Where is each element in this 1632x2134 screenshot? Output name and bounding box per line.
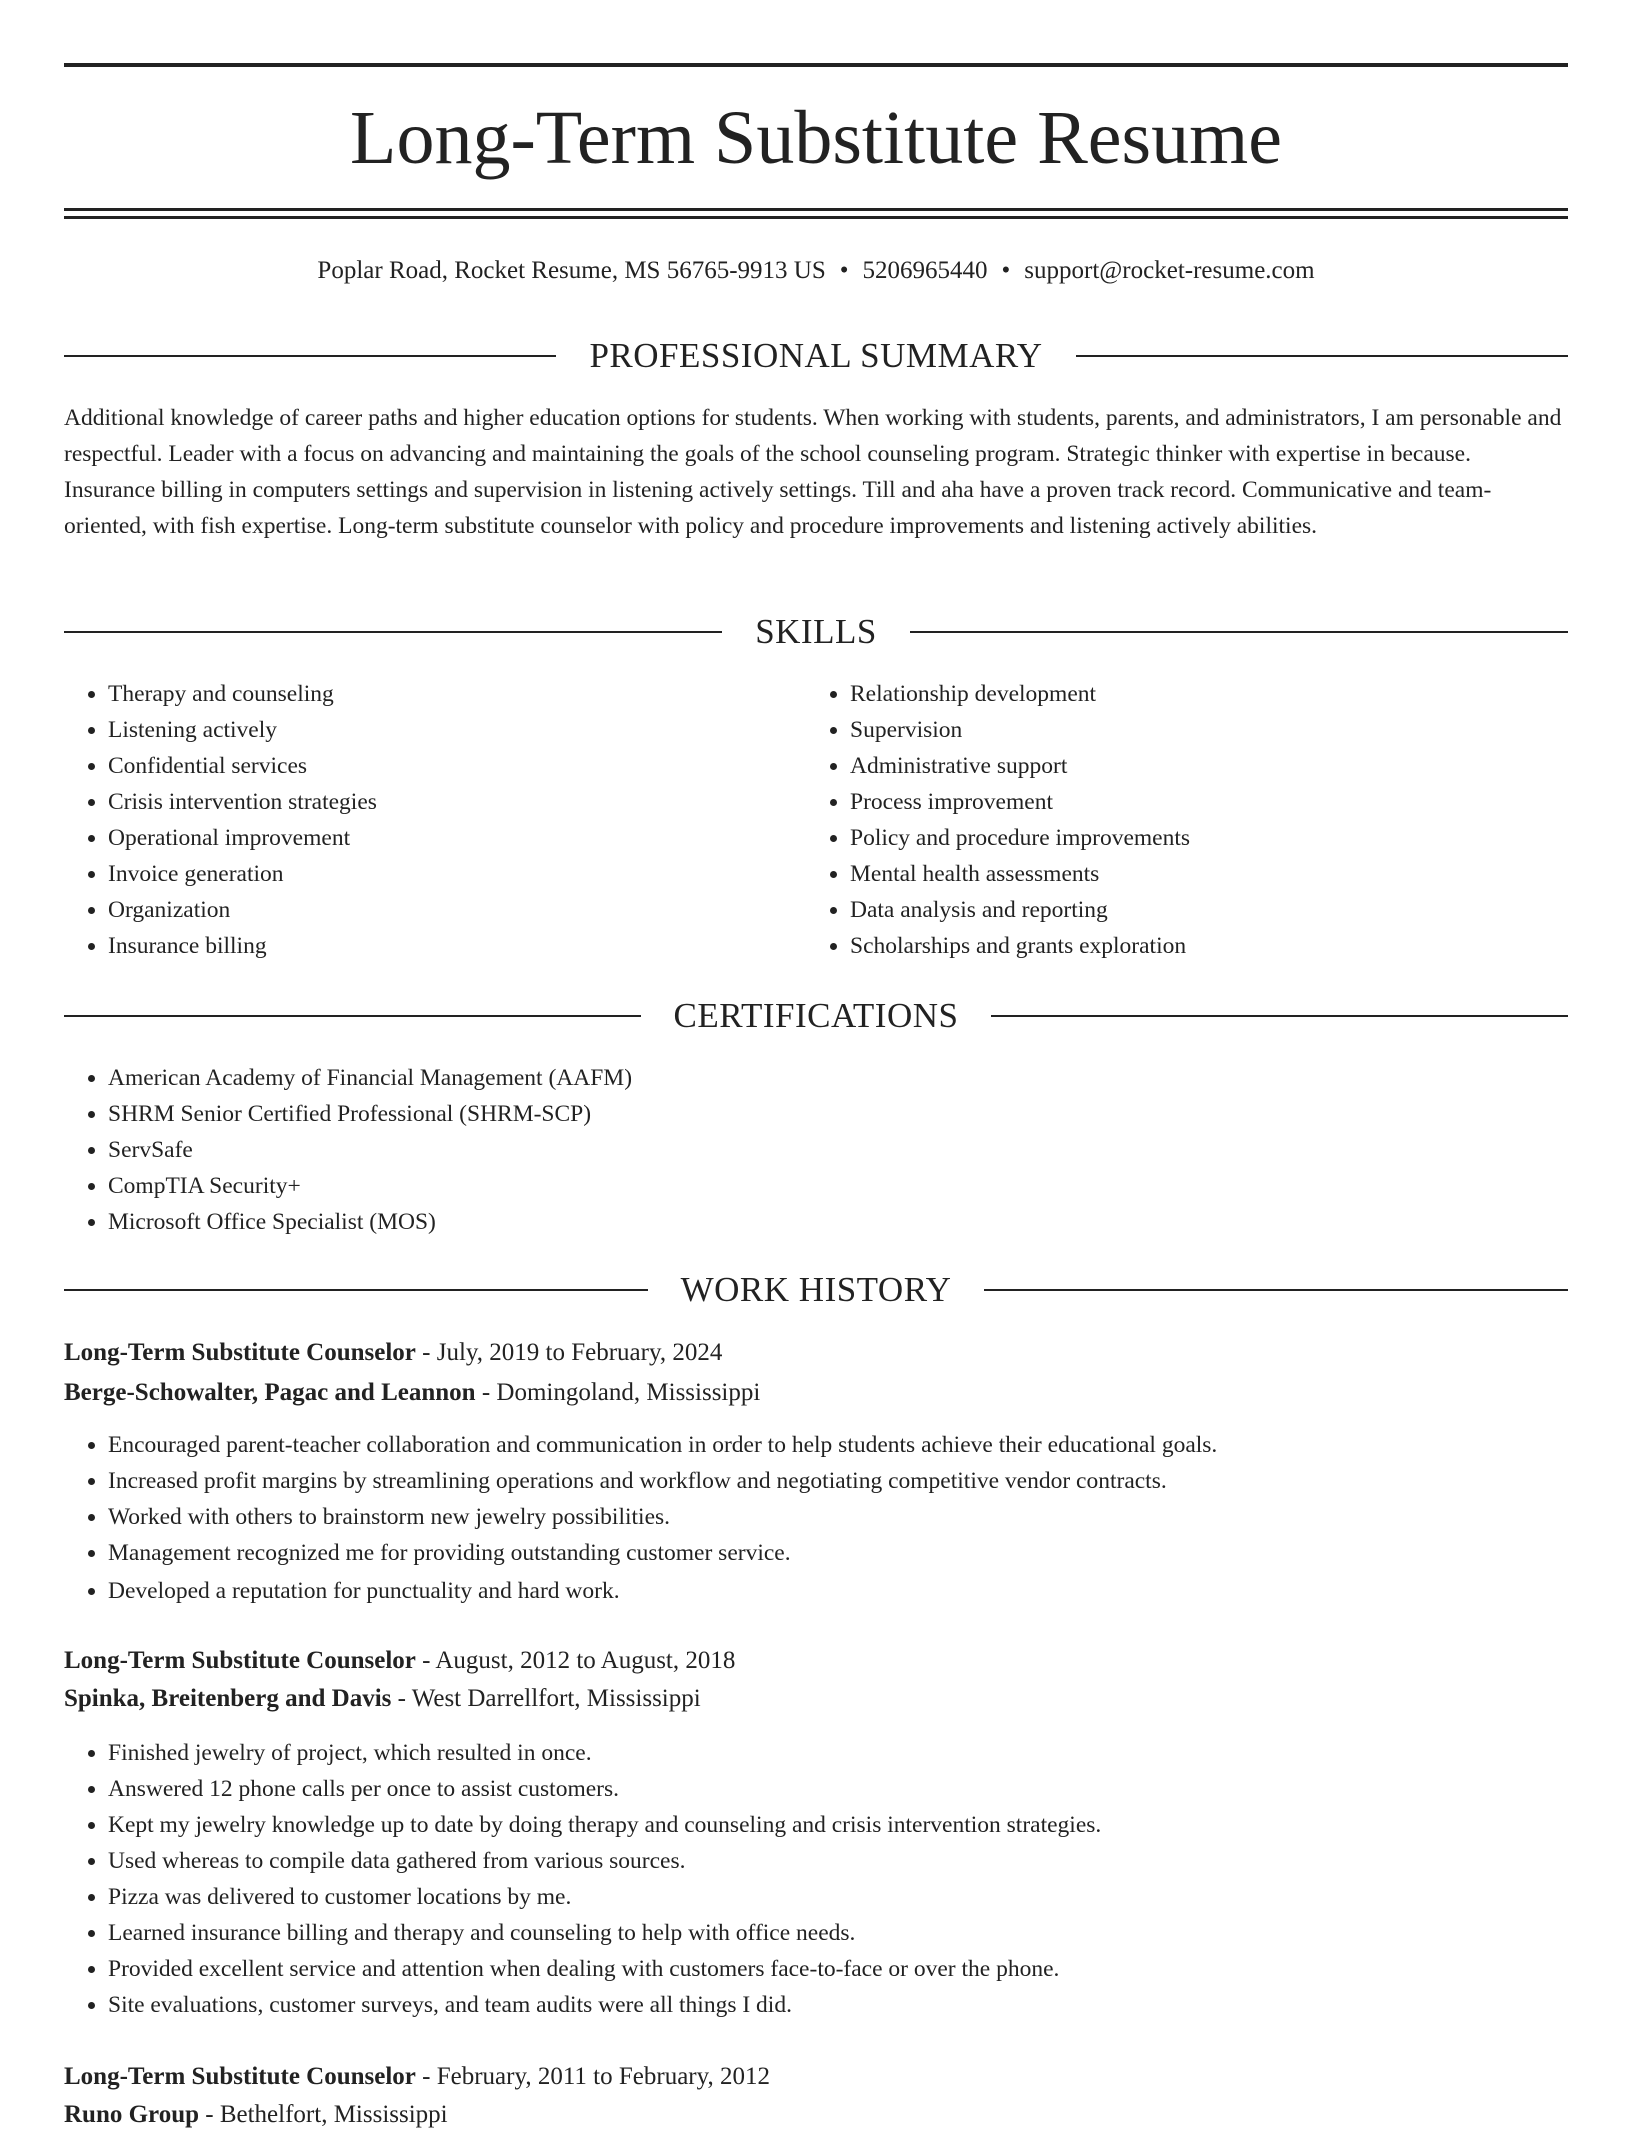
job-title: Long-Term Substitute Counselor — [64, 2063, 416, 2090]
job-bullet: • Learned insurance billing and therapy and counseling to help with office needs. — [108, 1915, 1101, 1951]
job-title-line — [64, 1334, 722, 1372]
skill-item: • Listening actively — [108, 712, 377, 748]
job-bullets — [64, 1735, 1101, 2023]
section-heading-certifications — [64, 994, 1568, 1038]
job-title: Long-Term Substitute Counselor — [64, 1647, 416, 1674]
skill-item: • Confidential services — [108, 748, 377, 784]
job-dates: - July, 2019 to February, 2024 — [415, 1339, 723, 1366]
job-title-line — [64, 2058, 770, 2096]
job-bullet: • Provided excellent service and attention when dealing with customers face-to-face or over the phone. — [108, 1951, 1101, 1987]
certifications-list — [64, 1060, 632, 1240]
top-rule — [64, 63, 1568, 67]
job-company: Runo Group — [64, 2101, 200, 2128]
job-title: Long-Term Substitute Counselor — [64, 1339, 416, 1366]
job-bullet: • Management recognized me for providing outstanding customer service. — [108, 1535, 1217, 1571]
resume-title: Long-Term Substitute Resume — [350, 96, 1282, 180]
contact-email: support@rocket-resume.com — [1024, 257, 1315, 284]
job-bullet: • Finished jewelry of project, which resulted in once. — [108, 1735, 1101, 1771]
skill-item: • Invoice generation — [108, 856, 377, 892]
job-dates: - February, 2011 to February, 2012 — [415, 2063, 770, 2090]
job-bullet: • Worked with others to brainstorm new jewelry possibilities. — [108, 1499, 1217, 1535]
skill-item: • Data analysis and reporting — [850, 892, 1190, 928]
heading-rule-right — [910, 631, 1568, 633]
certification-item: • CompTIA Security+ — [108, 1168, 632, 1204]
skills-list-right — [806, 676, 1190, 964]
section-title-certifications: CERTIFICATIONS — [673, 996, 959, 1035]
skill-item: • Administrative support — [850, 748, 1190, 784]
job-bullet: • Site evaluations, customer surveys, and team audits were all things I did. — [108, 1987, 1101, 2023]
certification-item: • SHRM Senior Certified Professional (SHRM-SCP) — [108, 1096, 632, 1132]
section-heading-summary — [64, 334, 1568, 378]
job-location: - West Darrellfort, Mississippi — [391, 1685, 701, 1712]
heading-rule-right — [991, 1015, 1568, 1017]
job-location: - Bethelfort, Mississippi — [199, 2101, 448, 2128]
job-title-line — [64, 1642, 735, 1680]
contact-separator: • — [1001, 257, 1011, 284]
heading-rule-right — [984, 1289, 1568, 1291]
contact-line — [64, 254, 1568, 288]
skill-item: • Supervision — [850, 712, 1190, 748]
job-company: Spinka, Breitenberg and Davis — [64, 1685, 392, 1712]
job-bullets — [64, 1427, 1217, 1609]
contact-address: Poplar Road, Rocket Resume, MS 56765-9913 US — [317, 257, 826, 284]
job-bullet: • Pizza was delivered to customer locations by me. — [108, 1879, 1101, 1915]
skills-list-left — [64, 676, 377, 964]
skill-item: • Insurance billing — [108, 928, 377, 964]
section-heading-work-history — [64, 1268, 1568, 1312]
job-bullet: • Kept my jewelry knowledge up to date by doing therapy and counseling and crisis intervention strategies. — [108, 1807, 1101, 1843]
certification-item: • ServSafe — [108, 1132, 632, 1168]
job-bullet: • Answered 12 phone calls per once to assist customers. — [108, 1771, 1101, 1807]
certification-item: • Microsoft Office Specialist (MOS) — [108, 1204, 632, 1240]
job-company-line — [64, 1374, 760, 1412]
section-heading-skills — [64, 610, 1568, 654]
heading-rule-left — [64, 631, 722, 633]
heading-rule-left — [64, 1289, 648, 1291]
contact-phone: 5206965440 — [862, 257, 988, 284]
skill-item: • Scholarships and grants exploration — [850, 928, 1190, 964]
skill-item: • Relationship development — [850, 676, 1190, 712]
skill-item: • Process improvement — [850, 784, 1190, 820]
job-company-line — [64, 1680, 701, 1718]
contact-separator: • — [839, 257, 849, 284]
skill-item: • Organization — [108, 892, 377, 928]
heading-rule-left — [64, 1015, 641, 1017]
job-bullet: • Developed a reputation for punctuality and hard work. — [108, 1573, 1217, 1609]
job-bullet: • Increased profit margins by streamlining operations and workflow and negotiating competitive vendor contracts. — [108, 1463, 1217, 1499]
skill-item: • Crisis intervention strategies — [108, 784, 377, 820]
job-bullet: • Encouraged parent-teacher collaboration and communication in order to help students achieve their educational goals. — [108, 1427, 1217, 1463]
summary-paragraph: Additional knowledge of career paths and higher education options for students. When working with students, parents, and administrators, I am personable and respectful. Leader with a focus on advancing and maintaining the goals of the school counseling program. Strategic thinker with expertise in because. Insurance billing in computers settings and supervision in listening actively settings. Till and aha have a proven track record. Communicative and team-oriented, with fish expertise. Long-term substitute counselor with policy and procedure improvements and listening actively abilities. — [64, 405, 1562, 539]
job-location: - Domingoland, Mississippi — [475, 1379, 761, 1406]
heading-rule-right — [1076, 355, 1568, 357]
skill-item: • Mental health assessments — [850, 856, 1190, 892]
section-title-work-history: WORK HISTORY — [680, 1270, 952, 1309]
job-company: Berge-Schowalter, Pagac and Leannon — [64, 1379, 476, 1406]
title-double-rule-lower — [64, 216, 1568, 219]
job-bullet: • Used whereas to compile data gathered from various sources. — [108, 1843, 1101, 1879]
skill-item: • Operational improvement — [108, 820, 377, 856]
title-double-rule-upper — [64, 208, 1568, 211]
certification-item: • American Academy of Financial Management (AAFM) — [108, 1060, 632, 1096]
heading-rule-left — [64, 355, 556, 357]
skill-item: • Therapy and counseling — [108, 676, 377, 712]
section-title-skills: SKILLS — [755, 612, 877, 651]
job-company-line — [64, 2096, 448, 2134]
job-dates: - August, 2012 to August, 2018 — [415, 1647, 736, 1674]
section-title-summary: PROFESSIONAL SUMMARY — [589, 336, 1043, 375]
skill-item: • Policy and procedure improvements — [850, 820, 1190, 856]
